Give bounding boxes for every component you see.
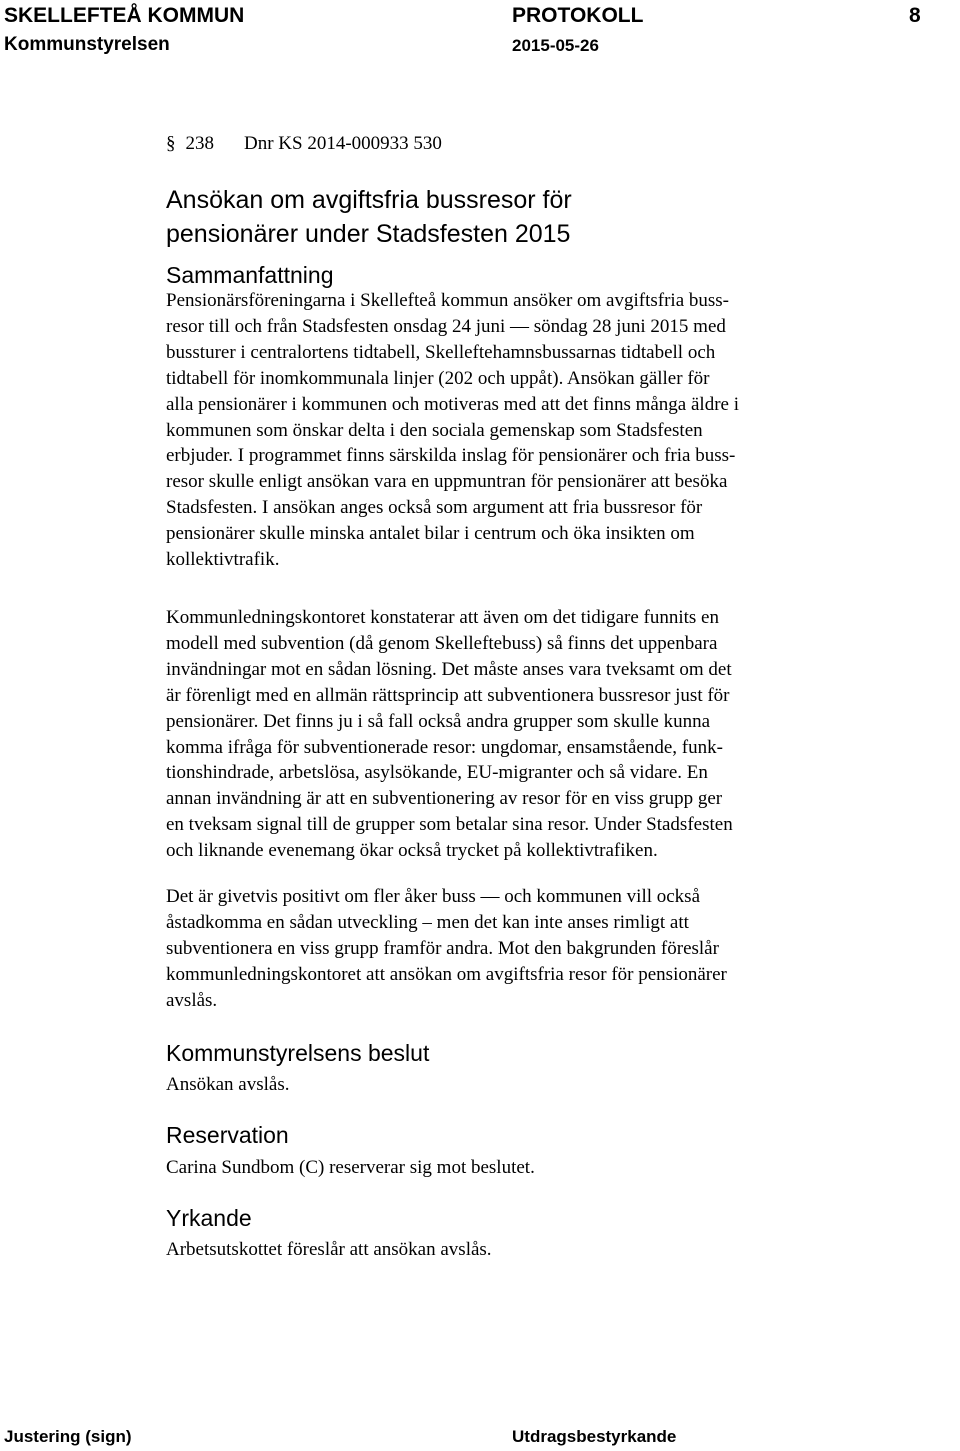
summary-heading: Sammanfattning	[166, 262, 334, 288]
text-line: erbjuder. I programmet finns särskilda inslag för pensionärer och fria buss-	[166, 445, 736, 467]
text-line: annan invändning är att en subventionering av resor för en viss grupp ger	[166, 788, 723, 810]
reservation-text	[166, 1155, 535, 1181]
organization-name: SKELLEFTEÅ KOMMUN	[4, 4, 245, 27]
case-reference: Dnr KS 2014-000933 530	[244, 133, 442, 154]
title-line-1: Ansökan om avgiftsfria bussresor för	[166, 186, 572, 214]
text-line: Ansökan avslås.	[166, 1074, 290, 1095]
item-reference-line	[166, 133, 442, 155]
decision-heading: Kommunstyrelsens beslut	[166, 1040, 430, 1066]
text-line: pensionärer. Det finns ju i så fall också andra grupper som skulle kunna	[166, 710, 710, 732]
text-line: kommunen som önskar delta i den sociala gemenskap som Stadsfesten	[166, 419, 703, 441]
summary-paragraph-2	[166, 605, 733, 864]
text-line: invändningar mot en sådan lösning. Det måste anses vara tveksamt om det	[166, 658, 732, 680]
text-line: kommunledningskontoret att ansökan om avgiftsfria resor för pensionärer	[166, 963, 727, 985]
text-line: pensionärer skulle minska antalet bilar i centrum och öka insikten om	[166, 523, 695, 545]
motion-heading: Yrkande	[166, 1205, 252, 1231]
text-line: och liknande evenemang ökar också trycket på kollektivtrafiken.	[166, 840, 658, 862]
text-line: avslås.	[166, 989, 218, 1011]
decision-text	[166, 1072, 289, 1098]
section-symbol: §	[166, 133, 176, 154]
text-line: är förenligt med en allmän rättsprincip att subventionera bussresor just för	[166, 684, 730, 706]
text-line: subventionera en viss grupp framför andra. Mot den bakgrunden föreslår	[166, 937, 719, 959]
text-line: Det är givetvis positivt om fler åker buss — och kommunen vill också	[166, 886, 701, 907]
text-line: alla pensionärer i kommunen och motiveras med att det finns många äldre i	[166, 393, 739, 415]
title-line-2: pensionärer under Stadsfesten 2015	[166, 220, 571, 248]
page-number: 8	[909, 4, 921, 27]
text-line: Arbetsutskottet föreslår att ansökan avslås.	[166, 1239, 492, 1260]
item-number: 238	[185, 133, 214, 154]
text-line: en tveksam signal till de grupper som betalar sina resor. Under Stadsfesten	[166, 814, 733, 836]
text-line: tidtabell för inomkommunala linjer (202 och uppåt). Ansökan gäller för	[166, 367, 710, 389]
text-line: Pensionärsföreningarna i Skellefteå kommun ansöker om avgiftsfria buss-	[166, 290, 729, 311]
text-line: modell med subvention (då genom Skelleftebuss) så finns det uppenbara	[166, 632, 718, 654]
text-line: åstadkomma en sådan utveckling – men det kan inte anses rimligt att	[166, 911, 689, 933]
footer-justering-label: Justering (sign)	[4, 1427, 132, 1446]
document-type: PROTOKOLL	[512, 4, 644, 27]
text-line: komma ifråga för subventionerade resor: ungdomar, ensamstående, funk-	[166, 736, 723, 758]
governing-body: Kommunstyrelsen	[4, 34, 170, 55]
text-line: bussturer i centralortens tidtabell, Skelleftehamnsbussarnas tidtabell och	[166, 341, 716, 363]
text-line: Kommunledningskontoret konstaterar att även om det tidigare funnits en	[166, 607, 719, 628]
document-title	[166, 183, 786, 251]
motion-text	[166, 1237, 492, 1263]
text-line: kollektivtrafik.	[166, 549, 280, 571]
text-line: Stadsfesten. I ansökan anges också som argument att fria bussresor för	[166, 497, 703, 519]
text-line: resor skulle enligt ansökan vara en uppmuntran för pensionärer att besöka	[166, 471, 728, 493]
reservation-heading: Reservation	[166, 1122, 289, 1148]
text-line: Carina Sundbom (C) reserverar sig mot beslutet.	[166, 1157, 535, 1178]
summary-paragraph-1	[166, 288, 739, 573]
footer-certification-label: Utdragsbestyrkande	[512, 1427, 677, 1446]
text-line: resor till och från Stadsfesten onsdag 24 juni — söndag 28 juni 2015 med	[166, 315, 726, 337]
summary-paragraph-3	[166, 884, 727, 1014]
text-line: tionshindrade, arbetslösa, asylsökande, EU-migranter och så vidare. En	[166, 762, 708, 784]
meeting-date: 2015-05-26	[512, 36, 599, 55]
